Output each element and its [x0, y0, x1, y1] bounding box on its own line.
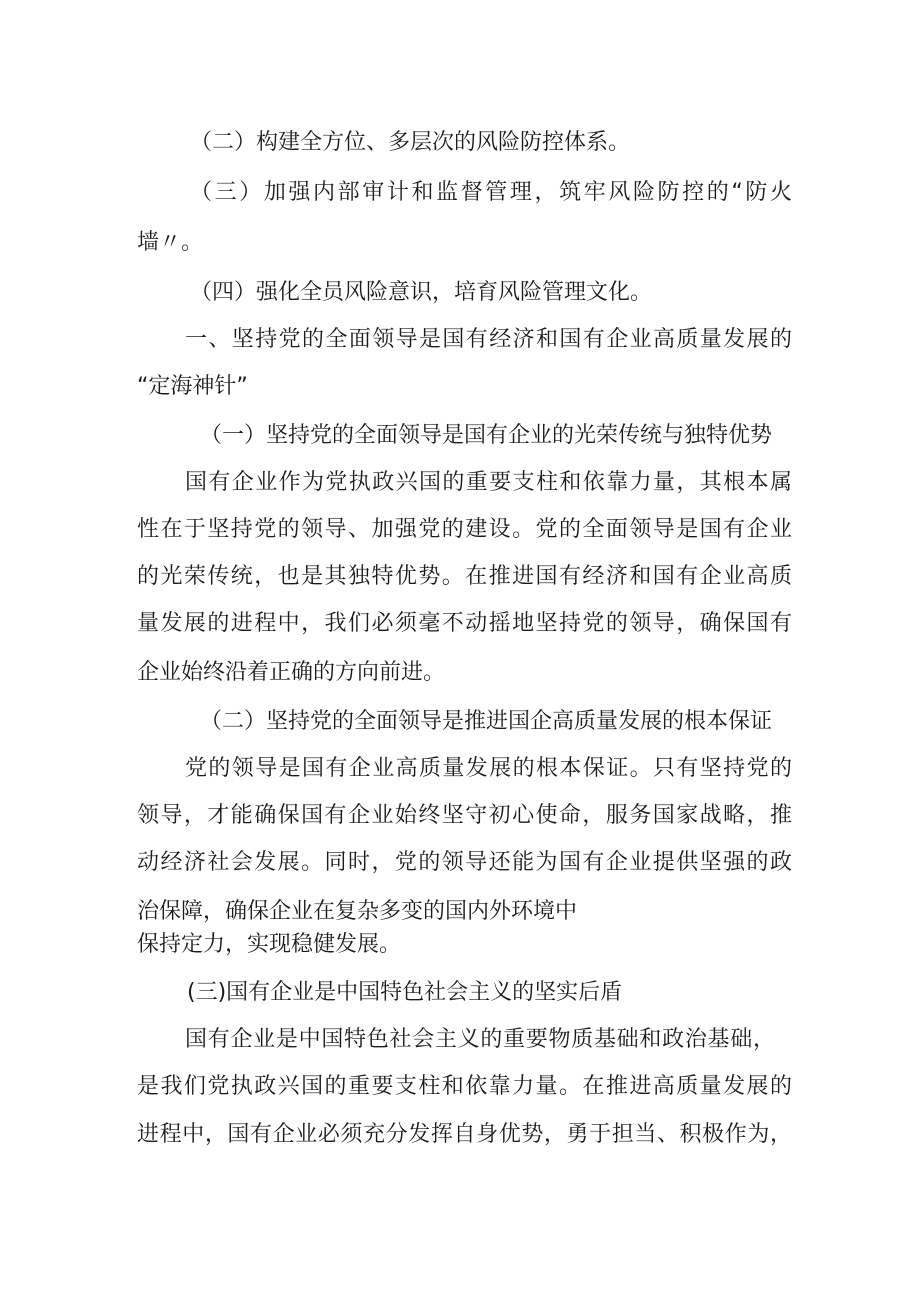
- subsection-2-heading: （二）坚持党的全面领导是推进国企高质量发展的根本保证: [200, 709, 773, 734]
- paragraph-2-line: 治保障，确保企业在复杂多变的国内外环境中: [137, 899, 578, 924]
- paragraph-1-line: 国有企业作为党执政兴国的重要支柱和依靠力量，其根本属: [185, 470, 792, 495]
- paragraph-2-line: 保持定力，实现稳健发展。: [137, 932, 402, 957]
- section-1-heading-cont: “定海神针”: [137, 374, 248, 399]
- paragraph-2-line: 领导，才能确保国有企业始终坚守初心使命，服务国家战略，推: [137, 803, 792, 828]
- paragraph-1-line: 性在于坚持党的领导、加强党的建设。党的全面领导是国有企业: [137, 517, 792, 542]
- paragraph-2-line: 党的领导是国有企业高质量发展的根本保证。只有坚持党的: [185, 756, 792, 781]
- paragraph-3-line: 是我们党执政兴国的重要支柱和依靠力量。在推进高质量发展的: [137, 1074, 792, 1099]
- paragraph-1-line: 企业始终沿着正确的方向前进。: [137, 660, 446, 685]
- paragraph-1-line: 的光荣传统，也是其独特优势。在推进国有经济和国有企业高质: [137, 564, 792, 589]
- item-3-heading: （三）加强内部审计和监督管理，筑牢风险防控的“防火: [190, 180, 792, 205]
- paragraph-3-line: 国有企业是中国特色社会主义的重要物质基础和政治基础，: [185, 1027, 775, 1052]
- item-4-heading: （四）强化全员风险意识，培育风险管理文化。: [190, 280, 653, 305]
- item-2-heading: （二）构建全方位、多层次的风险防控体系。: [190, 130, 631, 155]
- subsection-1-heading: （一）坚持党的全面领导是国有企业的光荣传统与独特优势: [200, 423, 773, 448]
- paragraph-3-line: 进程中，国有企业必须充分发挥自身优势，勇于担当、积极作为，: [137, 1122, 792, 1147]
- item-3-heading-cont: 墙〃。: [137, 230, 204, 255]
- paragraph-1-line: 量发展的进程中，我们必须毫不动摇地坚持党的领导，确保国有: [137, 611, 792, 636]
- paragraph-2-line: 动经济社会发展。同时，党的领导还能为国有企业提供坚强的政: [137, 850, 792, 875]
- subsection-3-heading: (三)国有企业是中国特色社会主义的坚实后盾: [187, 980, 623, 1005]
- section-1-heading: 一、坚持党的全面领导是国有经济和国有企业高质量发展的: [185, 327, 792, 352]
